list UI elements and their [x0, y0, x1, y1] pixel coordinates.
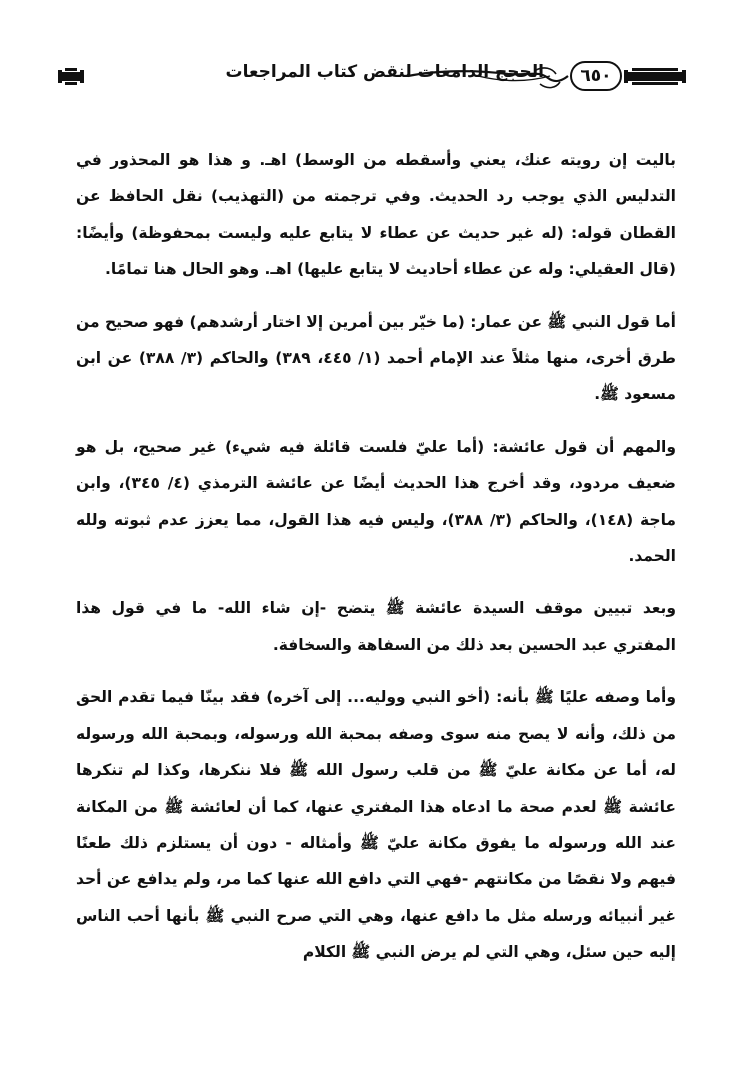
page-number: ٦٥٠: [570, 61, 622, 91]
paragraph: والمهم أن قول عائشة: (أما عليّ فلست قائلة فيه شيء) غير صحيح، بل هو ضعيف مردود، وقد أخرج هذا الحديث أيضًا عن عائشة الترمذي (٤/ ٣٤٥)، وابن ماجة (١٤٨)، والحاكم (٣/ ٣٨٨)، وليس فيه هذا القول، مما يعزز عدم ثبوته ولله الحمد.: [76, 437, 677, 566]
paragraph: وأما وصفه عليًا ﷺ بأنه: (أخو النبي ووليه... إلى آخره) فقد بينّا فيما تقدم الحق من ذلك، وأنه لا يصح منه سوى وصفه بمحبة الله ورسوله، وبمحبة الله ورسوله له، أما عن مكانة عليّ ﷺ من قلب رسول الله ﷺ فلا ننكرها، وكذا لم تنكرها عائشة ﷺ لعدم صحة ما ادعاه هذا المفتري عنها، كما أن لعائشة ﷺ من المكانة عند الله ورسوله ما يفوق مكانة عليّ ﷺ وأمثاله - دون أن يستلزم ذلك طعنًا فيهم ولا نقصًا من مكانتهم -فهي التي دافع الله عنها كما مر، ولم يدافع عن أحد غير أنبيائه ورسله مثل ما دافع عنها، وهي التي صرح النبي ﷺ بأنها أحب الناس إليه حين سئل، وهي التي لم يرض النبي ﷺ الكلام: [76, 688, 676, 962]
main-text: [76, 142, 676, 971]
page-header: [58, 56, 694, 100]
paragraph: باليت إن رويته عنك، يعني وأسقطه من الوسط) اهـ. و هذا هو المحذور في التدليس الذي يوجب رد الحديث. وفي ترجمته من (التهذيب) نقل الحافظ عن القطان قوله: (له غير حديث عن عطاء لا يتابع عليه وليست بمحفوظة) وأيضًا: (قال العقيلي: وله عن عطاء أحاديث لا يتابع عليها) اهـ. وهو الحال هنا تمامًا.: [76, 151, 676, 279]
book-title: الحجج الدامغات لنقض كتاب المراجعات: [225, 62, 544, 82]
paragraph: وبعد تبيين موقف السيدة عائشة ﷺ يتضح -إن شاء الله- ما في قول هذا المفتري عبد الحسين بعد ذلك من السفاهة والسخافة.: [76, 599, 676, 654]
paragraph: أما قول النبي ﷺ عن عمار: (ما خيّر بين أمرين إلا اختار أرشدهم) فهو صحيح من طرق أخرى، منها مثلاً عند الإمام أحمد (١/ ٤٤٥، ٣٨٩) والحاكم (٣/ ٣٨٨) عن ابن مسعود ﷺ.: [76, 312, 676, 404]
